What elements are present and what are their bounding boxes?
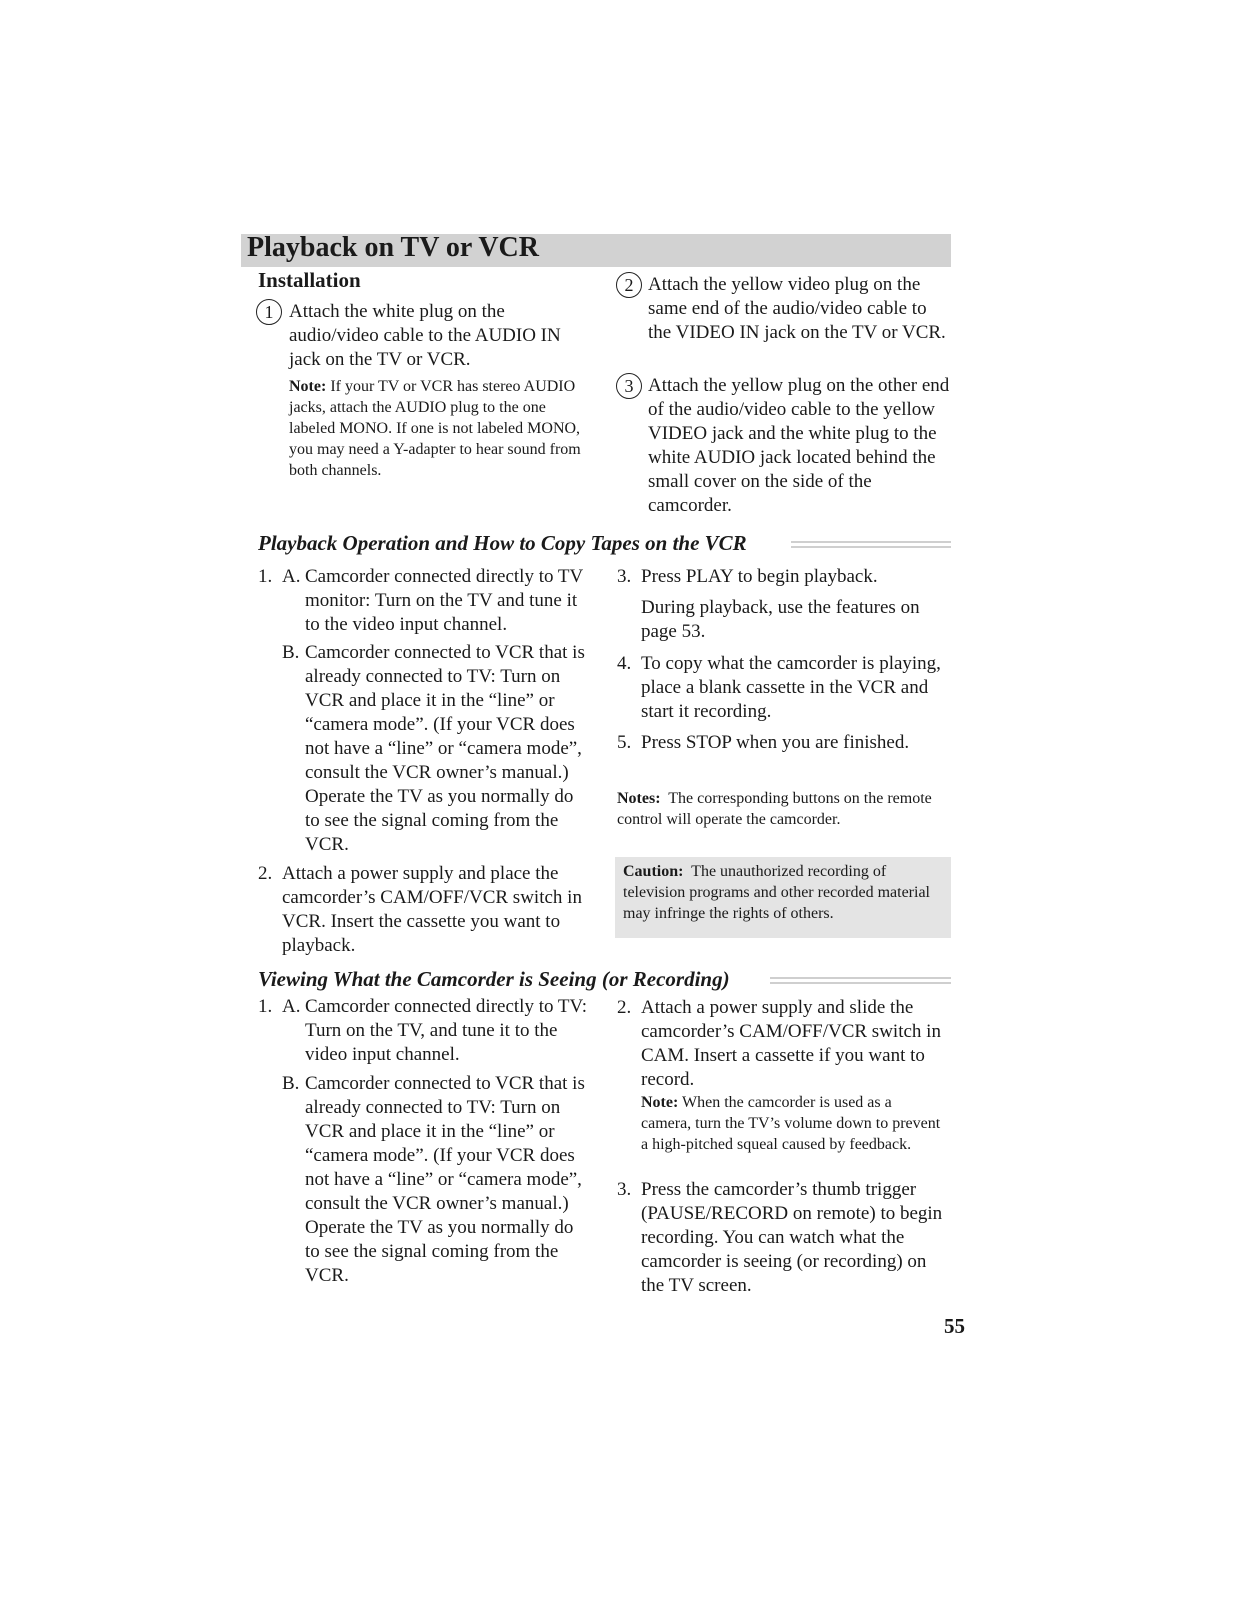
step-3-text: Attach the yellow plug on the other end of the audio/video cable to the yellow VIDEO jack and the white plug to the white AUDIO jack located behind the small cover on the side of the camcorder.: [648, 375, 950, 516]
item-3-subtext: During playback, use the features on page 53.: [641, 597, 920, 642]
step-2-number: 2: [616, 272, 642, 298]
viewing-item-1b-text: Camcorder connected to VCR that is already connected to TV: Turn on VCR and place it in the “line” or “camera mode”. (If your VCR does not have a “line” or “camera mode”, consult the VCR owner’s manual.) Operate the TV as you normally do to see the signal coming from the VCR.: [305, 1073, 585, 1286]
viewing-item-1b-label: B.: [282, 1073, 300, 1094]
heading-rule: [791, 541, 951, 548]
note-text: If your TV or VCR has stereo AUDIO jacks, attach the AUDIO plug to the one labeled MONO. If one is not labeled MONO, you may need a Y-adapter to hear sound from both channels.: [289, 378, 581, 479]
step-1-note: [289, 376, 589, 481]
item-4-number: 4.: [617, 653, 632, 674]
notes-paragraph: [617, 788, 937, 830]
viewing-item-2-number: 2.: [617, 997, 632, 1018]
viewing-item-3-text: Press the camcorder’s thumb trigger (PAUSE/RECORD on remote) to begin recording. You can watch what the camcorder is seeing (or recording) on the TV screen.: [641, 1179, 943, 1296]
item-2-number: 2.: [258, 863, 273, 884]
viewing-item-1a-label: A.: [282, 996, 301, 1017]
playback-heading: Playback Operation and How to Copy Tapes on the VCR: [258, 531, 747, 555]
step-1-text: Attach the white plug on the audio/video cable to the AUDIO IN jack on the TV or VCR.: [289, 301, 561, 370]
viewing-item-2-text: Attach a power supply and slide the camcorder’s CAM/OFF/VCR switch in CAM. Insert a cassette if you want to record.: [641, 997, 941, 1090]
item-3-number: 3.: [617, 566, 632, 587]
item-5-number: 5.: [617, 732, 632, 753]
note-text: When the camcorder is used as a camera, turn the TV’s volume down to prevent a high-pitched squeal caused by feedback.: [641, 1094, 941, 1153]
caution-paragraph: [623, 861, 943, 924]
caution-text: The unauthorized recording of television programs and other recorded material may infringe the rights of others.: [623, 863, 930, 922]
item-1b-text: Camcorder connected to VCR that is already connected to TV: Turn on VCR and place it in the “line” or “camera mode”. (If your VCR does not have a “line” or “camera mode”, consult the VCR owner’s manual.) Operate the TV as you normally do to see the signal coming from the VCR.: [305, 642, 585, 855]
item-1a-text: Camcorder connected directly to TV monitor: Turn on the TV and tune it to the video input channel.: [305, 566, 583, 635]
step-3-number: 3: [616, 373, 642, 399]
page-number: 55: [944, 1314, 965, 1338]
installation-heading: Installation: [258, 268, 361, 292]
page-title: Playback on TV or VCR: [247, 232, 539, 263]
note-label: Note:: [289, 378, 327, 395]
notes-label: Notes:: [617, 790, 661, 807]
viewing-item-1a-text: Camcorder connected directly to TV: Turn on the TV, and tune it to the video input channel.: [305, 996, 588, 1065]
item-4-text: To copy what the camcorder is playing, place a blank cassette in the VCR and start it recording.: [641, 653, 941, 722]
item-2-text: Attach a power supply and place the camcorder’s CAM/OFF/VCR switch in VCR. Insert the cassette you want to playback.: [282, 863, 582, 956]
viewing-item-1-number: 1.: [258, 996, 273, 1017]
item-5-text: Press STOP when you are finished.: [641, 732, 910, 753]
item-3-text: Press PLAY to begin playback.: [641, 566, 878, 587]
caution-label: Caution:: [623, 863, 684, 880]
item-1b-label: B.: [282, 642, 300, 663]
step-2-text: Attach the yellow video plug on the same end of the audio/video cable to the VIDEO IN jack on the TV or VCR.: [648, 274, 946, 343]
notes-text: The corresponding buttons on the remote control will operate the camcorder.: [617, 790, 932, 828]
viewing-heading: Viewing What the Camcorder is Seeing (or Recording): [258, 967, 730, 991]
note-label: Note:: [641, 1094, 679, 1111]
heading-rule: [770, 977, 951, 984]
viewing-item-2-note: [641, 1092, 941, 1155]
step-1-number: 1: [256, 299, 282, 325]
viewing-item-3-number: 3.: [617, 1179, 632, 1200]
item-1-number: 1.: [258, 566, 273, 587]
item-1a-label: A.: [282, 566, 301, 587]
